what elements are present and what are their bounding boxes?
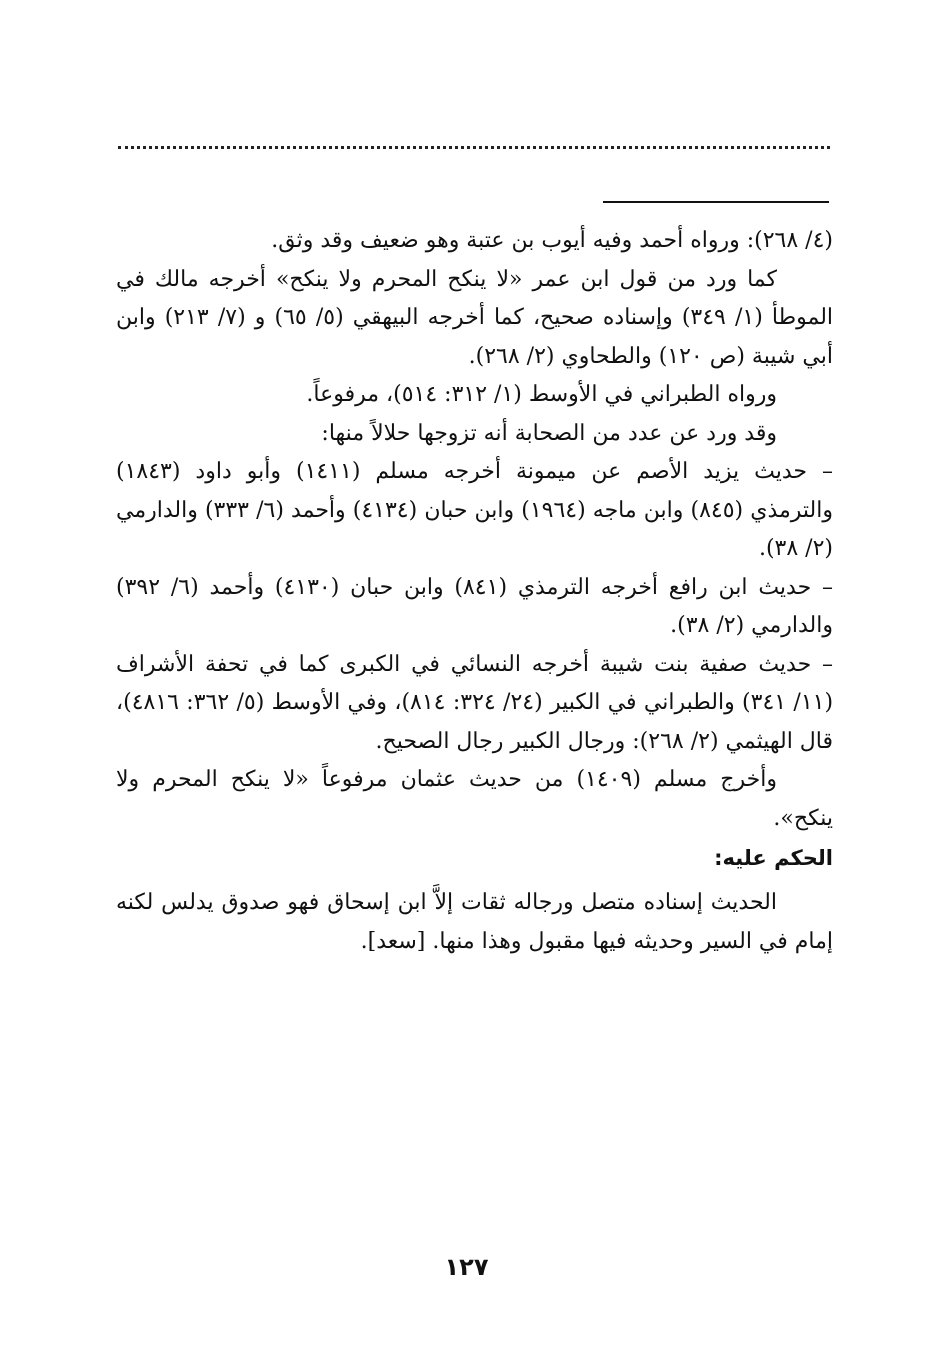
paragraph-muslim-uthman: وأخرج مسلم (١٤٠٩) من حديث عثمان مرفوعاً «لا ينكح المحرم ولا ينكح». [116, 767, 833, 831]
footnote-rule [603, 201, 829, 203]
ruling-heading: الحكم عليه: [714, 846, 833, 870]
paragraph-tabarani: ورواه الطبراني في الأوسط (١/ ٣١٢: ٥١٤)، مرفوعاً. [306, 382, 777, 407]
paragraph-continuation: (٤/ ٢٦٨): ورواه أحمد وفيه أيوب بن عتبة وهو ضعيف وقد وثق. [271, 228, 833, 253]
page-body [116, 222, 833, 961]
paragraph-sahaba: وقد ورد عن عدد من الصحابة أنه تزوجها حلالاً منها: [321, 420, 777, 446]
list-item-safiyya: – حديث صفية بنت شيبة أخرجه النسائي في الكبرى كما في تحفة الأشراف (١١/ ٣٤١) والطبراني في الكبير (٢٤/ ٣٢٤: ٨١٤)، وفي الأوسط (٥/ ٣٦٢: ٤٨١٦)، قال الهيثمي (٢/ ٢٦٨): ورجال الكبير رجال الصحيح. [116, 651, 834, 754]
dotted-separator [118, 146, 830, 149]
paragraph-ibn-umar: كما ورد من قول ابن عمر «لا ينكح المحرم ولا ينكح» أخرجه مالك في الموطأ (١/ ٣٤٩) وإسناده صحيح، كما أخرجه البيهقي (٥/ ٦٥) و (٧/ ٢١٣) وابن أبي شيبة (ص ١٢٠) والطحاوي (٢/ ٢٦٨). [116, 266, 834, 369]
ruling-text: الحديث إسناده متصل ورجاله ثقات إلاَّ ابن إسحاق فهو صدوق يدلس لكنه إمام في السير وحديثه فيها مقبول وهذا منها. [سعد]. [116, 890, 833, 954]
list-item-yazid: – حديث يزيد الأصم عن ميمونة أخرجه مسلم (١٤١١) وأبو داود (١٨٤٣) والترمذي (٨٤٥) وابن ماجه (١٩٦٤) وابن حبان (٤١٣٤) وأحمد (٦/ ٣٣٣) والدارمي (٢/ ٣٨). [116, 459, 833, 561]
list-item-ibn-rafi: – حديث ابن رافع أخرجه الترمذي (٨٤١) وابن حبان (٤١٣٠) وأحمد (٦/ ٣٩٢) والدارمي (٢/ ٣٨). [116, 574, 833, 638]
page-number: ١٢٧ [444, 1253, 489, 1281]
